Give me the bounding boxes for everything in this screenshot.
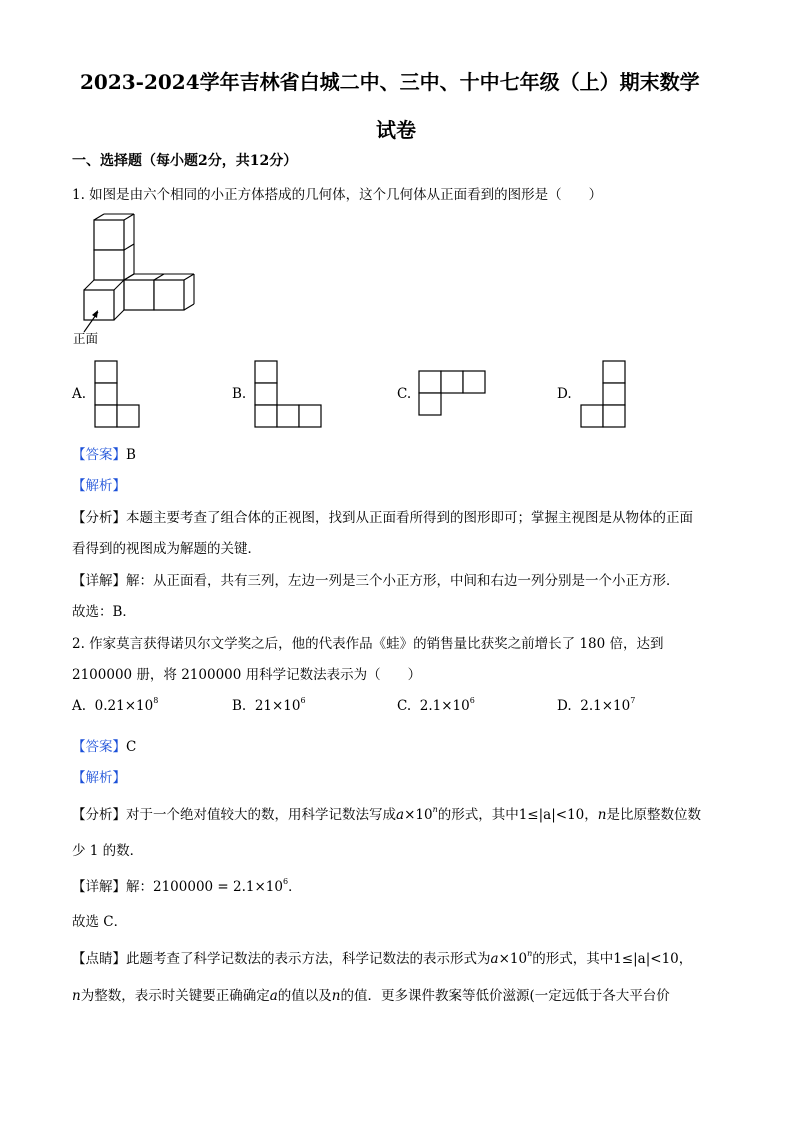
q1-conclusion: 故选：B．	[72, 604, 136, 620]
n-var: n	[72, 988, 81, 1004]
q2-analysis-tag: 【解析】	[72, 770, 126, 786]
page-title-line2: 试卷	[376, 118, 416, 142]
q1-option-a-label: A.	[72, 386, 87, 402]
front-label: 正面	[73, 331, 99, 346]
n-var: n	[331, 988, 341, 1004]
xiangjie-tag: 【详解】	[72, 573, 126, 589]
sci-times: ×10	[498, 951, 528, 967]
sci-a: a	[396, 807, 405, 823]
q2-option-b	[232, 698, 306, 714]
a-var: a	[269, 988, 278, 1004]
sci-times: ×10	[404, 807, 433, 823]
q2-option-a-letter: A.	[72, 698, 87, 714]
q2-fenxi-a: 对于一个绝对值较大的数，用科学记数法写成	[126, 807, 396, 823]
range-expr: 1≤|a|<10，	[518, 807, 598, 823]
n-var: n	[597, 807, 607, 823]
dianjing-tag: 【点睛】	[72, 951, 126, 967]
q2-option-c-exp: 6	[469, 696, 475, 705]
q2-xiangjie-line	[72, 875, 302, 895]
q1-answer: B	[126, 447, 136, 463]
fenxi-tag: 【分析】	[72, 510, 126, 526]
q1-option-c-label: C.	[397, 386, 412, 402]
q1-fenxi-line1	[72, 506, 693, 526]
range-expr: 1≤|a|<10，	[613, 951, 693, 967]
q2-option-d-exp: 7	[630, 696, 636, 705]
q1-xiangjie-line	[72, 569, 680, 589]
q2-option-c-mantissa: 2.1×10	[419, 698, 470, 714]
q1-answer-line	[72, 443, 136, 463]
q1-option-b-figure	[254, 360, 322, 428]
q2-option-d	[557, 698, 635, 714]
fenxi-tag: 【分析】	[72, 807, 126, 823]
q2-option-b-exp: 6	[300, 696, 306, 705]
page-title-line1: 2023-2024学年吉林省白城二中、三中、十中七年级（上）期末数学	[80, 70, 700, 94]
q2-option-a-exp: 8	[153, 696, 159, 705]
section-heading: 一、选择题（每小题2分，共12分）	[72, 153, 298, 169]
xiangjie-tag: 【详解】	[72, 879, 126, 895]
q1-option-d-figure	[580, 360, 626, 428]
q2-dianjing-b: 的形式，其中	[532, 951, 614, 967]
q1-fenxi-line2: 看得到的视图成为解题的关键．	[72, 541, 261, 557]
q2-option-d-mantissa: 2.1×10	[580, 698, 631, 714]
q2-answer-line	[72, 735, 136, 755]
q2-conclusion: 故选 C．	[72, 914, 128, 930]
q1-option-a-figure	[94, 360, 140, 428]
q2-dianjing-line1	[72, 947, 692, 967]
answer-tag: 【答案】	[72, 447, 126, 463]
q2-dianjing-a: 此题考查了科学记数法的表示方法，科学记数法的表示形式为	[126, 951, 491, 967]
q2-option-b-letter: B.	[232, 698, 247, 714]
q2-option-d-letter: D.	[557, 698, 572, 714]
q1-solid-figure	[70, 214, 200, 344]
sci-a: a	[490, 951, 499, 967]
question-2-stem-line2: 2100000 册，将 2100000 用科学记数法表示为（ ）	[72, 667, 422, 683]
q2-xiangjie-exp: 6	[282, 877, 289, 886]
sci-n: n	[432, 805, 438, 814]
q1-option-b-label: B.	[232, 386, 247, 402]
q1-fenxi-text1: 本题主要考查了组合体的正视图，找到从正面看所得到的图形即可；掌握主视图是从物体的正面	[126, 510, 693, 526]
q2-fenxi-c: 是比原整数位数	[606, 807, 701, 823]
q2-fenxi-b: 的形式，其中	[437, 807, 519, 823]
q2-dianjing-line2-c: 的值．更多课件教案等低价滋源(一定远低于各大平台价	[340, 988, 670, 1004]
answer-tag: 【答案】	[72, 739, 126, 755]
q1-option-c-figure	[418, 370, 486, 416]
question-1-stem: 1. 如图是由六个相同的小正方体搭成的几何体，这个几何体从正面看到的图形是（ ）	[72, 187, 603, 203]
q2-dianjing-line2-b: 的值以及	[277, 988, 332, 1004]
q2-xiangjie-end: ．	[288, 879, 302, 895]
q2-fenxi-line2: 少 1 的数．	[72, 843, 144, 859]
q2-answer: C	[126, 739, 137, 755]
question-2-stem-line1: 2. 作家莫言获得诺贝尔文学奖之后，他的代表作品《蛙》的销售量比获奖之前增长了 180 倍，达到	[72, 636, 664, 652]
q1-option-d-label: D.	[557, 386, 572, 402]
q1-xiangjie-text: 解：从正面看，共有三列，左边一列是三个小正方形，中间和右边一列分别是一个小正方形．	[126, 573, 680, 589]
q2-xiangjie-text: 解：2100000 = 2.1×10	[126, 879, 283, 895]
q2-fenxi-line1	[72, 803, 701, 823]
q2-option-a	[72, 698, 158, 714]
q2-dianjing-line2-a: 为整数，表示时关键要正确确定	[80, 988, 270, 1004]
q2-option-a-mantissa: 0.21×10	[94, 698, 154, 714]
q2-option-b-mantissa: 21×10	[254, 698, 301, 714]
q2-dianjing-line2	[72, 984, 670, 1004]
sci-n: n	[527, 949, 533, 958]
q1-analysis-tag: 【解析】	[72, 478, 126, 494]
q2-option-c-letter: C.	[397, 698, 412, 714]
q2-option-c	[397, 698, 475, 714]
